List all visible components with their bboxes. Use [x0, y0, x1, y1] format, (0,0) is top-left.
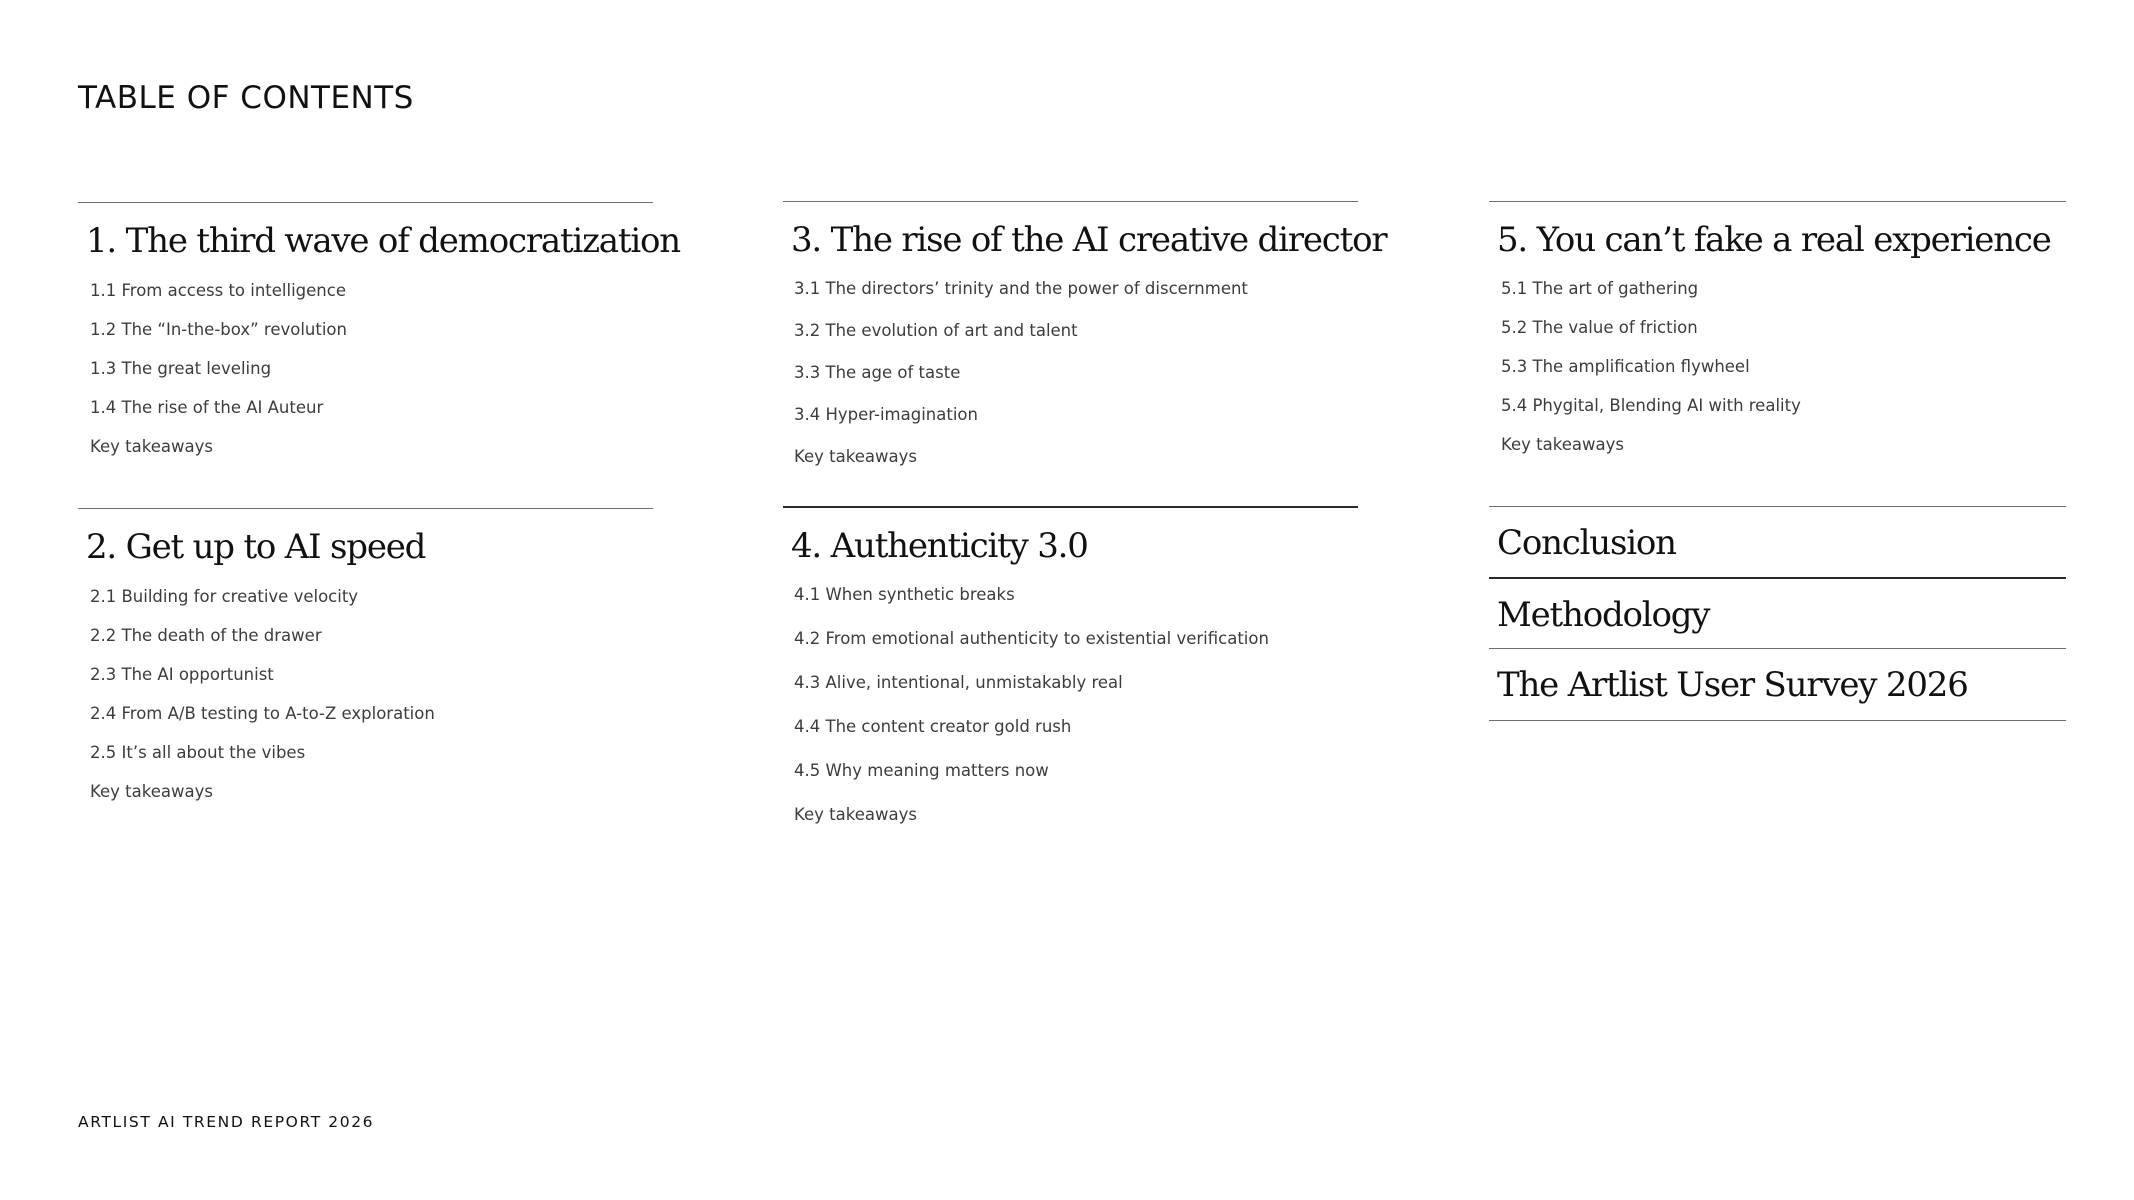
section-3-title[interactable]: 3. The rise of the AI creative director	[791, 220, 1387, 260]
toc-item[interactable]: Key takeaways	[794, 447, 917, 466]
section-2-title[interactable]: 2. Get up to AI speed	[86, 527, 426, 567]
toc-item[interactable]: 4.2 From emotional authenticity to existential verification	[794, 629, 1269, 648]
page-title: TABLE OF CONTENTS	[78, 80, 414, 116]
conclusion-title[interactable]: Conclusion	[1497, 523, 1676, 563]
toc-item[interactable]: 1.4 The rise of the AI Auteur	[90, 398, 324, 417]
toc-section-2	[78, 508, 653, 803]
toc-item[interactable]: Key takeaways	[90, 782, 213, 801]
toc-item[interactable]: 5.1 The art of gathering	[1501, 279, 1699, 298]
section-1-title[interactable]: 1. The third wave of democratization	[86, 221, 680, 261]
toc-item[interactable]: 5.4 Phygital, Blending AI with reality	[1501, 396, 1801, 415]
toc-item[interactable]: 1.3 The great leveling	[90, 359, 272, 378]
toc-item[interactable]: 3.3 The age of taste	[794, 363, 961, 382]
toc-item[interactable]: 5.2 The value of friction	[1501, 318, 1698, 337]
toc-item[interactable]: 4.3 Alive, intentional, unmistakably real	[794, 673, 1123, 692]
section-5-title[interactable]: 5. You can’t fake a real experience	[1497, 220, 2051, 260]
section-5-items	[1489, 278, 2066, 456]
section-3-items	[783, 278, 1358, 468]
toc-item[interactable]: 3.1 The directors’ trinity and the power of discernment	[794, 279, 1248, 298]
toc-section-4	[783, 506, 1358, 826]
section-1-items	[78, 280, 653, 458]
toc-item[interactable]: 5.3 The amplification flywheel	[1501, 357, 1750, 376]
toc-item[interactable]: 4.5 Why meaning matters now	[794, 761, 1049, 780]
toc-item[interactable]: 1.1 From access to intelligence	[90, 281, 346, 300]
toc-user-survey	[1489, 648, 2066, 720]
toc-section-5	[1489, 201, 2066, 456]
toc-methodology	[1489, 577, 2066, 649]
section-2-items	[78, 586, 653, 803]
toc-item[interactable]: 2.1 Building for creative velocity	[90, 587, 359, 606]
toc-item[interactable]: 1.2 The “In-the-box” revolution	[90, 320, 347, 339]
toc-section-1	[78, 202, 680, 458]
toc-item[interactable]: 2.3 The AI opportunist	[90, 665, 274, 684]
toc-item[interactable]: Key takeaways	[794, 805, 917, 824]
toc-item[interactable]: 4.1 When synthetic breaks	[794, 585, 1015, 604]
toc-item[interactable]: 2.4 From A/B testing to A-to-Z exploration	[90, 704, 435, 723]
toc-conclusion	[1489, 506, 2066, 578]
toc-item[interactable]: 3.4 Hyper-imagination	[794, 405, 978, 424]
methodology-title[interactable]: Methodology	[1497, 595, 1710, 635]
toc-item[interactable]: 2.5 It’s all about the vibes	[90, 743, 306, 762]
toc-item[interactable]: 2.2 The death of the drawer	[90, 626, 322, 645]
footer-report-name: ARTLIST AI TREND REPORT 2026	[78, 1113, 375, 1131]
section-4-title[interactable]: 4. Authenticity 3.0	[791, 526, 1088, 566]
toc-item[interactable]: Key takeaways	[1501, 435, 1624, 454]
user-survey-title[interactable]: The Artlist User Survey 2026	[1497, 665, 1968, 705]
toc-section-3	[783, 201, 1387, 468]
divider	[1489, 720, 2066, 721]
toc-item[interactable]: 4.4 The content creator gold rush	[794, 717, 1072, 736]
section-4-items	[783, 584, 1358, 826]
toc-item[interactable]: Key takeaways	[90, 437, 213, 456]
toc-item[interactable]: 3.2 The evolution of art and talent	[794, 321, 1078, 340]
